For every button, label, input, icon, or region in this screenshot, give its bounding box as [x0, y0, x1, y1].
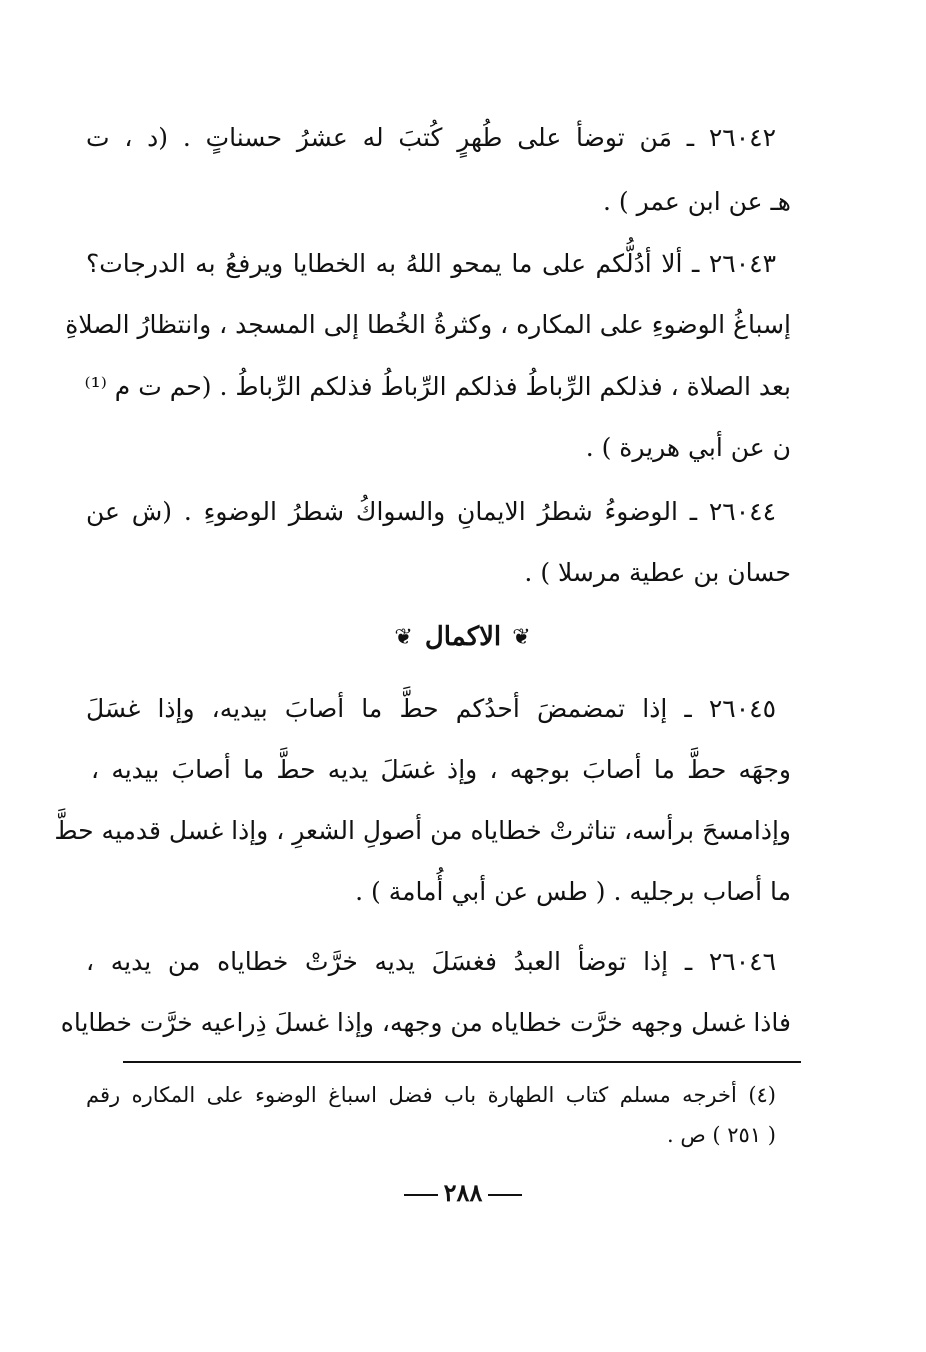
hadith-26045-line-3: وإذامسحَ برأسه، تناثرتْ خطاياه من أصولِ الشعرِ ، وإذا غسل قدميه حطَّ [54, 816, 791, 845]
footnote-line-1: (٤) أخرجه مسلم كتاب الطهارة باب فضل اسباغ الوضوء على المكاره رقم [86, 1083, 776, 1107]
section-title: الاكمال [424, 622, 502, 652]
ornament-right-icon: ❦ [394, 624, 414, 650]
hadith-26044-line-1: ٢٦٠٤٤ ـ الوضوءُ شطرُ الايمانِ والسواكُ شطرُ الوضوءِ . (ش عن [86, 497, 776, 526]
hadith-26042-line-2: هـ عن ابن عمر ) . [603, 187, 791, 216]
hadith-26043-line-1: ٢٦٠٤٣ ـ ألا أدُلُّكم على ما يمحو اللهُ به الخطايا ويرفعُ به الدرجات؟ [86, 249, 776, 278]
hadith-26046-line-2: فاذا غسل وجهه خرَّت خطاياه من وجهه، وإذا غسلَ ذِراعيه خرَّت خطاياه [60, 1008, 791, 1037]
hadith-26045-line-1: ٢٦٠٤٥ ـ إذا تمضمضَ أحدُكم حطَّ ما أصابَ بيديه، وإذا غسَلَ [86, 694, 776, 723]
hadith-26043-line-4: ن عن أبي هريرة ) . [585, 433, 791, 462]
footnote-line-2: ( ٢٥١ ) ص . [666, 1123, 776, 1147]
page-number-dash-left [488, 1194, 522, 1196]
page-number [0, 1178, 926, 1207]
hadith-26043-line-3: بعد الصلاة ، فذلكم الرِّباطُ فذلكم الرِّباطُ فذلكم الرِّباطُ . (حم ت م ⁽¹⁾ [84, 372, 791, 401]
footnote-divider [123, 1061, 801, 1063]
page-number-value: ٢٨٨ [443, 1178, 483, 1207]
hadith-26045-line-4: ما أصاب برجليه . ( طس عن أبي أُمامة ) . [355, 877, 791, 906]
hadith-26044-line-2: حسان بن عطية مرسلا ) . [524, 558, 791, 587]
ornament-left-icon: ❦ [512, 624, 532, 650]
section-heading [0, 622, 926, 666]
hadith-26042-line-1: ٢٦٠٤٢ ـ مَن توضأ على طُهرٍ كُتبَ له عشرُ حسناتٍ . (د ، ت [86, 123, 776, 152]
page-number-dash-right [404, 1194, 438, 1196]
hadith-26043-line-2: إسباغُ الوضوءِ على المكاره ، وكثرةُ الخُطا إلى المسجد ، وانتظارُ الصلاةِ [65, 310, 791, 339]
hadith-26045-line-2: وجهَه حطَّ ما أصابَ بوجهه ، وإذ غسَلَ يديه حطَّ ما أصابَ بيديه ، [91, 755, 791, 784]
hadith-26046-line-1: ٢٦٠٤٦ ـ إذا توضأ العبدُ فغسَلَ يديه خرَّتْ خطاياه من يديه ، [86, 947, 776, 976]
